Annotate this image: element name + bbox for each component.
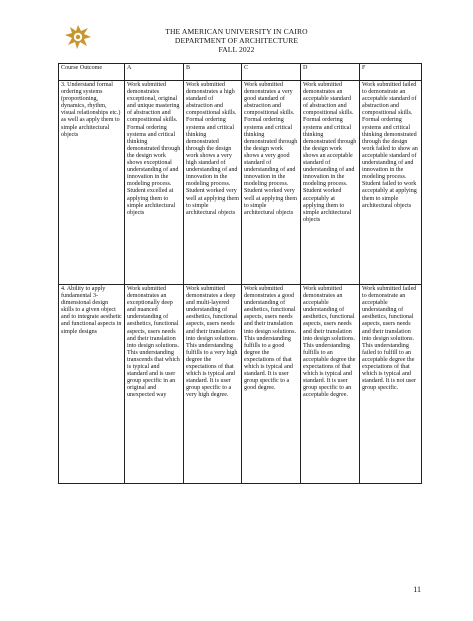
course-outcome-cell: 4. Ability to apply fundamental 3-dimensional design skills to a given object and to integrate aesthetic and functional aspects in simple designs [59, 285, 125, 484]
grade-b-cell: Work submitted demonstrates a deep and multi-layered understanding of aesthetics, functional aspects, users needs and their translation into design solutions. This understanding fulfills to a very high degree the expectations of that which is typical and standard. It is user group specific to a very high degree. [184, 285, 242, 484]
semester: FALL 2022 [218, 45, 255, 55]
grading-rubric-table [58, 63, 422, 484]
grade-f-cell: Work submitted failed to demonstrate an acceptable standard of abstraction and compositional skills. Formal ordering systems and critical thinking demonstrated through the design work failed to show an acceptable standard of understanding of and innovation in the modeling process. Student failed to work acceptably at applying them to simple architectural objects [360, 81, 422, 285]
university-name: THE AMERICAN UNIVERSITY IN CAIRO [165, 27, 308, 36]
header-grade-c: C [242, 64, 301, 81]
grade-a-cell: Work submitted demonstrates an exceptionally deep and nuanced understanding of aesthetics, functional aspects, users needs and their translation into design solutions. This understanding transcends that which is typical and standard and is user group specific in an original and unexpected way [125, 285, 184, 484]
course-outcome-cell: 3. Understand formal ordering systems (proportioning, dynamics, rhythm, visual relationships etc.) as well as apply them to simple architectural objects [59, 81, 125, 285]
grade-a-cell: Work submitted demonstrates exceptional, original and unique mastering of abstraction and compositional skills. Formal ordering systems and critical thinking demonstrated through the design work shows exceptional understanding of and innovation in the modeling process. Student excelled at applying them to simple architectural objects [125, 81, 184, 285]
grade-d-cell: Work submitted demonstrates an acceptable understanding of aesthetics, functional aspects, users needs and their translation into design solutions. This understanding fulfills to an acceptable degree the expectations of that which is typical and standard. It is user group specific to an acceptable degree. [301, 285, 360, 484]
header-grade-b: B [184, 64, 242, 81]
grade-c-cell: Work submitted demonstrates a very good standard of abstraction and compositional skills. Formal ordering systems and critical thinking demonstrated through the design work shows a very good standard of understanding of and innovation in the modeling process. Student worked very well at applying them to simple architectural objects [242, 81, 301, 285]
grade-f-cell: Work submitted failed to demonstrate an acceptable understanding of aesthetics, functional aspects, users needs and their translation into design solutions. This understanding failed to fulfill to an acceptable degree the expectations of that which is typical and standard. It is not user group specific. [360, 285, 422, 484]
header-grade-a: A [125, 64, 184, 81]
header-course-outcome: Course Outcome [59, 64, 125, 81]
page-number: 11 [413, 585, 421, 594]
table-header-row [59, 64, 422, 81]
department-name: DEPARTMENT OF ARCHITECTURE [174, 36, 299, 46]
grade-c-cell: Work submitted demonstrates a good understanding of aesthetics, functional aspects, users needs and their translation into design solutions. This understanding fulfills to a good degree the expectations of that which is typical and standard. It is user group specific to a good degree. [242, 285, 301, 484]
grade-d-cell: Work submitted demonstrates an acceptable standard of abstraction and compositional skills. Formal ordering systems and critical thinking demonstrated through the design work shows an acceptable standard of understanding of and innovation in the modeling process. Student worked acceptably at applying them to simple architectural objects [301, 81, 360, 285]
table-row [59, 285, 422, 484]
header-grade-f: F [360, 64, 422, 81]
document-header [0, 27, 473, 55]
grade-b-cell: Work submitted demonstrates a high standard of abstraction and compositional skills. Formal ordering systems and critical thinking demonstrated through the design work shows a very high standard of understanding of and innovation in the modeling process. Student worked very well at applying them to simple architectural objects [184, 81, 242, 285]
table-row [59, 81, 422, 285]
header-grade-d: D [301, 64, 360, 81]
